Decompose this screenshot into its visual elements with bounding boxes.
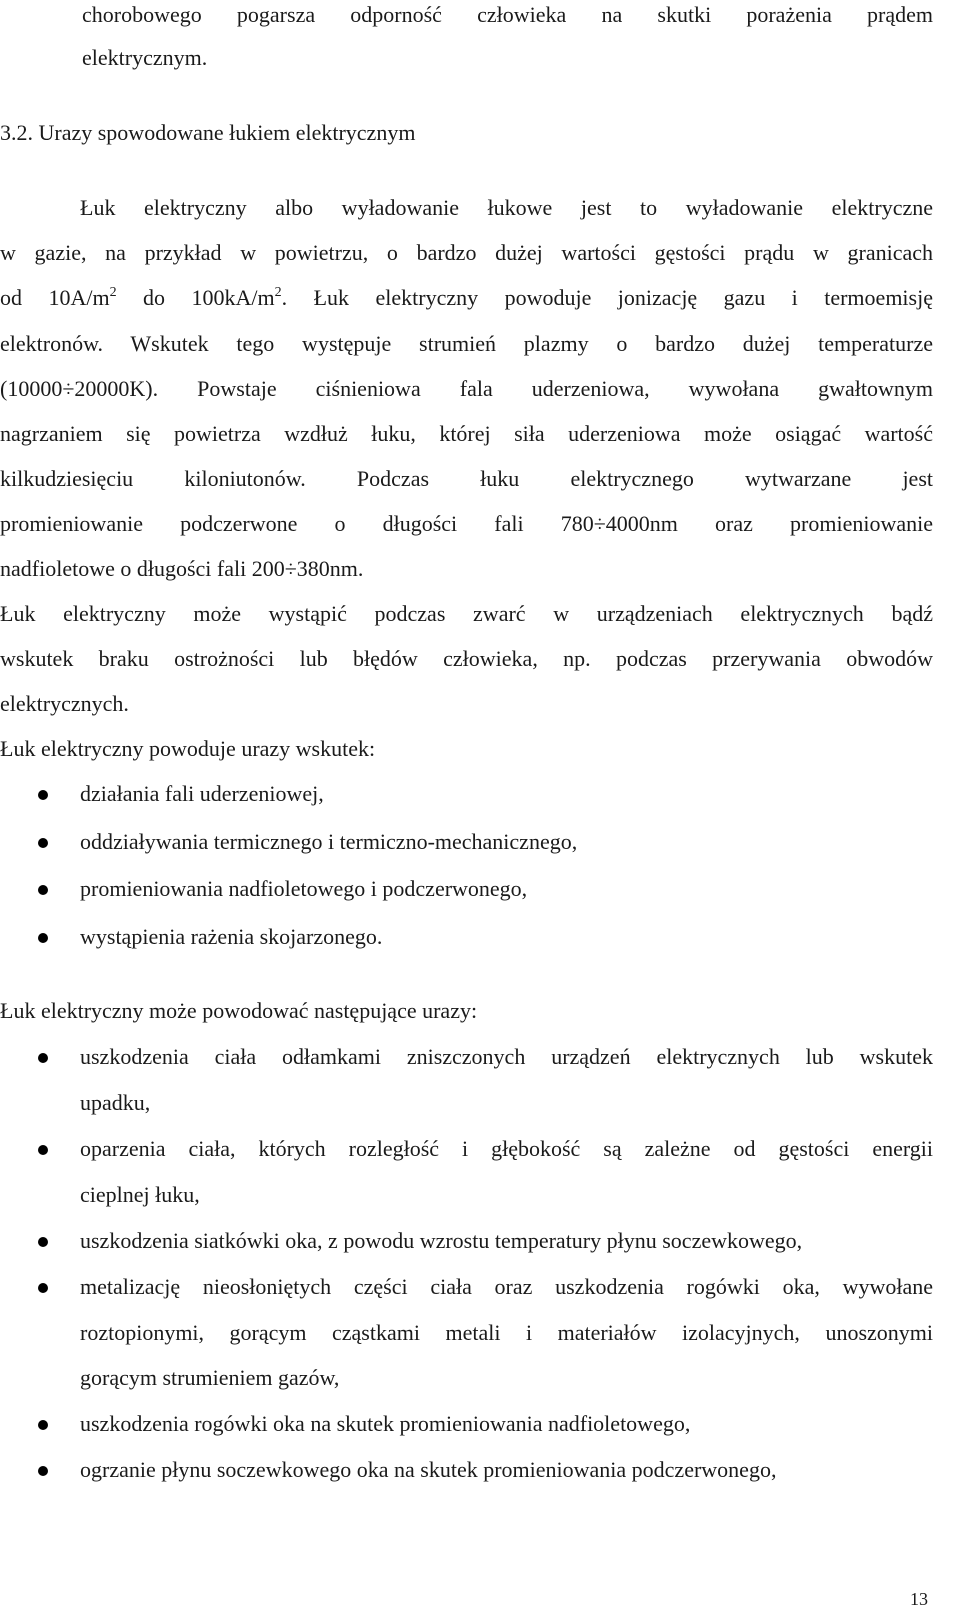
bullet-icon	[38, 1420, 48, 1430]
list-item-continuation: upadku,	[80, 1090, 151, 1115]
paragraph-line: od $10A/m^2$ do $100kA/m^2$. Łuk elektryczny powoduje jonizację gazu i termoemisję	[0, 285, 933, 310]
list-item: wystąpienia rażenia skojarzonego.	[80, 924, 383, 949]
paragraph-line: nadfioletowe o długości fali 200÷380nm.	[0, 556, 364, 581]
list-item: ogrzanie płynu soczewkowego oka na skutek promieniowania podczerwonego,	[80, 1457, 777, 1482]
list-item-continuation: cieplnej łuku,	[80, 1182, 200, 1207]
paragraph-line: wskutek braku ostrożności lub błędów człowieka, np. podczas przerywania obwodów	[0, 646, 933, 671]
bullet-icon	[38, 790, 48, 800]
paragraph-line: kilkudziesięciu kiloniutonów. Podczas łuku elektrycznego wytwarzane jest	[0, 466, 933, 491]
paragraph-line: promieniowanie podczerwone o długości fali 780÷4000nm oraz promieniowanie	[0, 511, 933, 536]
paragraph-line: Łuk elektryczny może wystąpić podczas zwarć w urządzeniach elektrycznych bądź	[0, 601, 933, 626]
bullet-icon	[38, 1145, 48, 1155]
list-item-continuation: roztopionymi, gorącym cząstkami metali i materiałów izolacyjnych, unoszonymi	[80, 1320, 933, 1345]
text-line: chorobowego pogarsza odporność człowieka na skutki porażenia prądem	[82, 2, 933, 27]
bullet-icon	[38, 838, 48, 848]
paragraph-line: elektronów. Wskutek tego występuje strumień plazmy o bardzo dużej temperaturze	[0, 331, 933, 356]
list-item: oddziaływania termicznego i termiczno-mechanicznego,	[80, 829, 578, 854]
list-item: oparzenia ciała, których rozległość i głębokość są zależne od gęstości energii	[80, 1136, 933, 1161]
list-item: uszkodzenia siatkówki oka, z powodu wzrostu temperatury płynu soczewkowego,	[80, 1228, 803, 1253]
list-item: promieniowania nadfioletowego i podczerwonego,	[80, 876, 528, 901]
paragraph-line: nagrzaniem się powietrza wzdłuż łuku, której siła uderzeniowa może osiągać wartość	[0, 421, 933, 446]
page-number: 13	[910, 1589, 928, 1609]
list-intro: Łuk elektryczny może powodować następujące urazy:	[0, 998, 478, 1023]
text-line: elektrycznym.	[82, 45, 208, 70]
bullet-icon	[38, 1237, 48, 1247]
section-heading: 3.2. Urazy spowodowane łukiem elektrycznym	[0, 120, 416, 145]
paragraph-line: (10000÷20000K). Powstaje ciśnieniowa fala uderzeniowa, wywołana gwałtownym	[0, 376, 933, 401]
list-item: uszkodzenia rogówki oka na skutek promieniowania nadfioletowego,	[80, 1411, 691, 1436]
bullet-icon	[38, 933, 48, 943]
list-item: działania fali uderzeniowej,	[80, 781, 324, 806]
bullet-icon	[38, 1466, 48, 1476]
list-item: metalizację nieosłoniętych części ciała oraz uszkodzenia rogówki oka, wywołane	[80, 1274, 933, 1299]
list-item-continuation: gorącym strumieniem gazów,	[80, 1365, 340, 1390]
bullet-icon	[38, 1283, 48, 1293]
superscript: 2	[109, 285, 117, 300]
paragraph-line: elektrycznych.	[0, 691, 129, 716]
bullet-icon	[38, 1053, 48, 1063]
paragraph-line: Łuk elektryczny albo wyładowanie łukowe jest to wyładowanie elektryczne	[80, 195, 933, 220]
list-intro: Łuk elektryczny powoduje urazy wskutek:	[0, 736, 376, 761]
superscript: 2	[274, 285, 282, 300]
paragraph-line: w gazie, na przykład w powietrzu, o bardzo dużej wartości gęstości prądu w granicach	[0, 240, 933, 265]
bullet-icon	[38, 885, 48, 895]
list-item: uszkodzenia ciała odłamkami zniszczonych urządzeń elektrycznych lub wskutek	[80, 1044, 933, 1069]
